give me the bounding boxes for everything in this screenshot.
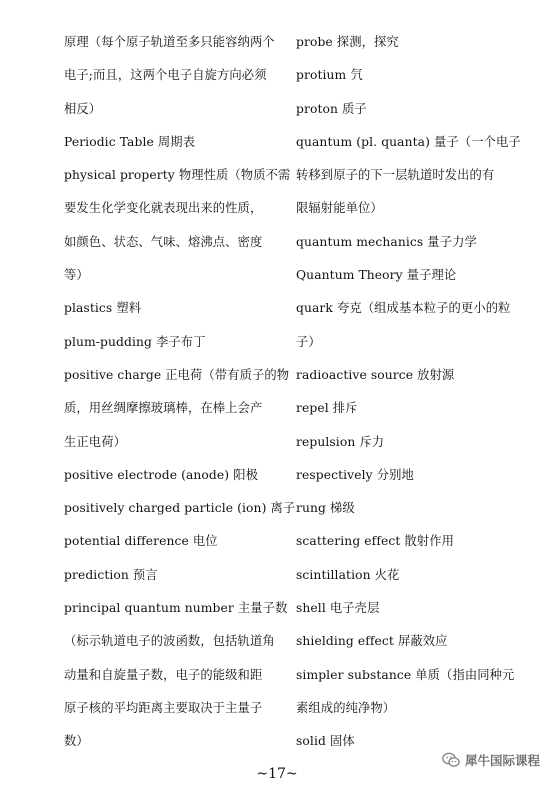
- glossary-line: 电子;而且，这两个电子自旋方向必须: [64, 68, 267, 83]
- glossary-line: Periodic Table 周期表: [64, 134, 196, 149]
- glossary-line: solid 固体: [296, 734, 355, 749]
- glossary-line: 子）: [296, 334, 321, 349]
- glossary-line: （标示轨道电子的波函数，包括轨道角: [64, 634, 275, 649]
- glossary-line: 原子核的平均距离主要取决于主量子: [64, 700, 263, 715]
- glossary-line: positive electrode (anode) 阳极: [64, 467, 258, 482]
- glossary-line: 转移到原子的下一层轨道时发出的有: [296, 168, 495, 183]
- glossary-line: 原理（每个原子轨道至多只能容纳两个: [64, 35, 275, 49]
- page-number: ~17~: [256, 766, 298, 782]
- glossary-line: positively charged particle (ion) 离子: [64, 501, 296, 516]
- glossary-left-column: [64, 30, 296, 763]
- glossary-line: 素组成的纯净物）: [296, 700, 396, 715]
- glossary-line: quantum (pl. quanta) 量子（一个电子: [296, 134, 521, 149]
- glossary-line: rung 梯级: [296, 501, 355, 516]
- glossary-line: 要发生化学变化就表现出来的性质，: [64, 201, 263, 216]
- glossary-line: shell 电子壳层: [296, 601, 380, 616]
- glossary-line: shielding effect 屏蔽效应: [296, 634, 448, 649]
- glossary-line: 相反）: [64, 101, 102, 116]
- glossary-line: quantum mechanics 量子力学: [296, 234, 477, 249]
- glossary-line: Quantum Theory 量子理论: [296, 268, 457, 283]
- glossary-line: proton 质子: [296, 101, 367, 116]
- glossary-right-column: [296, 30, 524, 763]
- glossary-line: simpler substance 单质（指由同种元: [296, 667, 515, 682]
- glossary-line: 数）: [64, 734, 89, 749]
- glossary-line: prediction 预言: [64, 567, 158, 582]
- glossary-line: respectively 分别地: [296, 467, 414, 482]
- glossary-line: 等）: [64, 268, 89, 283]
- watermark: [441, 750, 540, 770]
- glossary-line: scintillation 火花: [296, 567, 400, 582]
- glossary-line: 生正电荷）: [64, 434, 126, 449]
- glossary-line: principal quantum number 主量子数: [64, 601, 288, 616]
- glossary-line: plum-pudding 李子布丁: [64, 334, 206, 349]
- glossary-line: repulsion 斥力: [296, 434, 385, 449]
- glossary-line: radioactive source 放射源: [296, 367, 455, 382]
- glossary-line: protium 氕: [296, 68, 363, 83]
- glossary-line: repel 排斥: [296, 401, 358, 416]
- glossary-line: positive charge 正电荷（带有质子的物: [64, 367, 290, 382]
- glossary-line: 限辐射能单位）: [296, 201, 383, 216]
- wechat-icon: [441, 750, 461, 770]
- glossary-line: quark 夸克（组成基本粒子的更小的粒: [296, 301, 511, 316]
- glossary-line: 如颜色、状态、气味、熔沸点、密度: [64, 234, 263, 249]
- glossary-line: probe 探测，探究: [296, 35, 399, 49]
- glossary-line: potential difference 电位: [64, 534, 218, 549]
- glossary-line: physical property 物理性质（物质不需: [64, 168, 291, 183]
- glossary-line: 质，用丝绸摩擦玻璃棒，在棒上会产: [64, 401, 263, 416]
- glossary-line: plastics 塑料: [64, 301, 142, 316]
- watermark-text: 犀牛国际课程: [464, 753, 540, 768]
- glossary-line: scattering effect 散射作用: [296, 534, 454, 549]
- glossary-line: 动量和自旋量子数，电子的能级和距: [64, 667, 263, 682]
